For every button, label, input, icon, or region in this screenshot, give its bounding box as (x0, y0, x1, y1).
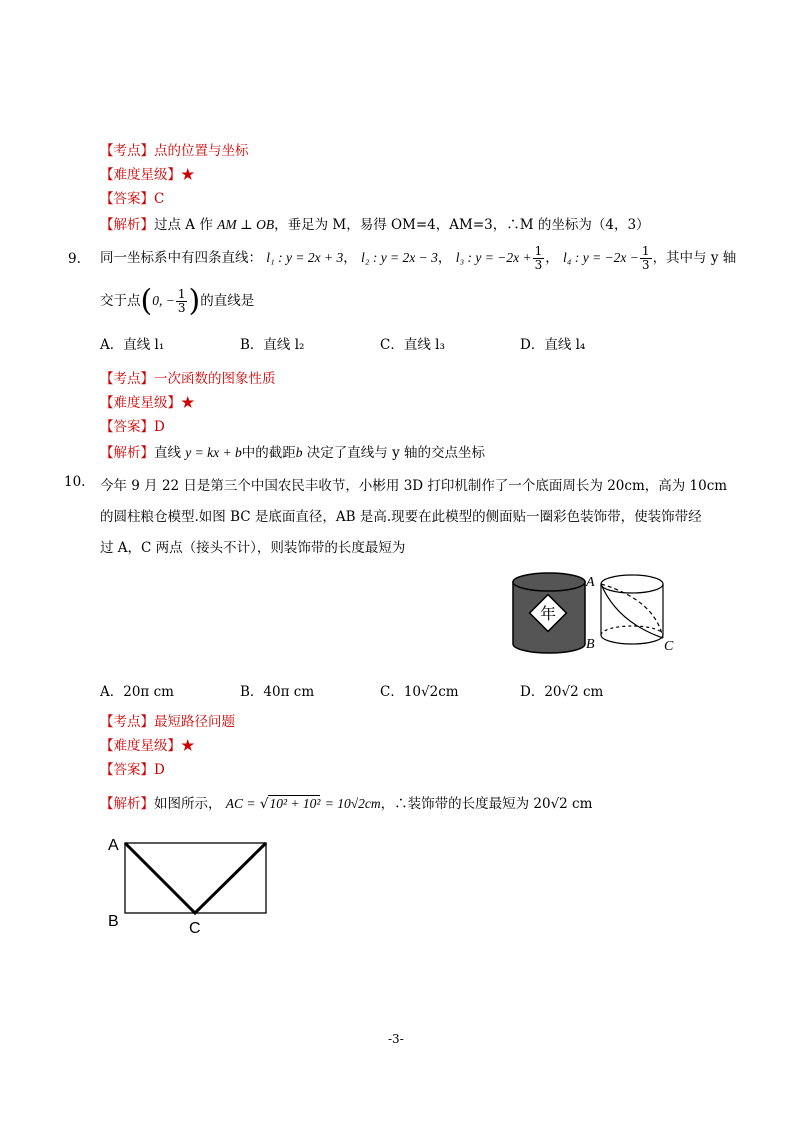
q10-difficulty-row (100, 734, 195, 754)
star-icon: ★ (181, 167, 195, 183)
fig-label-c: C (664, 639, 674, 654)
q9-answer-row (100, 415, 165, 435)
q10-jiexi-1: 如图所示， (154, 796, 222, 812)
fig-label-b: B (586, 637, 595, 652)
label-daan: 【答案】 (100, 419, 154, 435)
q9-option-a: A．直线 l₁ (100, 337, 165, 353)
label-nandu: 【难度星级】 (100, 395, 181, 411)
q9-number: 9. (68, 251, 81, 267)
q10-option-a: A．20π cm (100, 684, 174, 700)
q9-intro: 同一坐标系中有四条直线： (100, 250, 262, 266)
q10-line1: 今年 9 月 22 日是第三个中国农民丰收节，小彬用 3D 打印机制作了一个底面周长为 20cm，高为 10cm (100, 478, 728, 494)
q9-jiexi-1: 直线 (154, 445, 181, 461)
q9-l2: l₂ : y = 2x − 3 (361, 250, 438, 265)
q9-l4: l₄ : y = −2x − (563, 250, 639, 265)
rect-label-b: B (108, 913, 119, 930)
q10-jiexi-2: ，∴装饰带的长度最短为 20√2 cm (380, 796, 593, 812)
q9-difficulty-row (100, 391, 195, 411)
q9-option-c: C．直线 l₃ (380, 337, 445, 353)
q10-jiexi-math-post: = 10√2cm (324, 796, 381, 811)
granary-character: 年 (539, 604, 557, 623)
q9-kaodian-text: 一次函数的图象性质 (154, 371, 276, 387)
q9-option-d: D．直线 l₄ (520, 337, 586, 353)
q9-point-frac: $\frac{1}{3}$ (177, 287, 186, 315)
granary-cylinder (513, 573, 585, 653)
label-nandu: 【难度星级】 (100, 167, 181, 183)
label-nandu: 【难度星级】 (100, 738, 181, 754)
q10-option-c: C．10√2cm (380, 684, 459, 700)
q8-answer-row (100, 187, 164, 207)
q9-kaodian-row (100, 367, 276, 387)
label-kaodian: 【考点】 (100, 371, 154, 387)
q10-option-d: D．20√2 cm (520, 684, 604, 700)
q10-number: 10. (64, 474, 86, 490)
q10-jiexi-row: 【解析】如图所示， AC = √10² + 10² = 10√2cm，∴装饰带的长度最短为 20√2 cm (100, 796, 593, 812)
q10-line2: 的圆柱粮仓模型.如图 BC 是底面直径，AB 是高.现要在此模型的侧面贴一圈彩色装饰带，使装饰带经 (100, 509, 702, 525)
q9-l3: l₃ : y = −2x + (455, 250, 532, 265)
q8-kaodian-row (100, 139, 249, 159)
q10-unrolled-figure (100, 830, 280, 940)
q10-answer-row (100, 758, 165, 778)
q9-answer: D (154, 419, 165, 435)
label-kaodian: 【考点】 (100, 714, 154, 730)
q9-jiexi-2: 中的截距 (241, 445, 296, 461)
label-daan: 【答案】 (100, 762, 154, 778)
q8-jiexi-1: 过点 A 作 (154, 217, 213, 233)
q9-option-b: B．直线 l₂ (240, 337, 305, 353)
shortest-path-line (125, 843, 266, 913)
unrolled-rectangle (125, 843, 266, 913)
fig-label-a: A (586, 575, 595, 590)
q10-cylinder-figure (505, 570, 690, 660)
star-icon: ★ (181, 738, 195, 754)
q9-stem-line1: 同一坐标系中有四条直线： l₁ : y = 2x + 3， l₂ : y = 2x − 3， l₃ : y = −2x + $\frac{1}{3}$ ， l₄ : y = −2x − $\frac{1}{3}$ ，其中与 y 轴 (100, 244, 737, 272)
label-jiexi: 【解析】 (100, 796, 154, 812)
q9-l1: l₁ : y = 2x + 3 (266, 250, 344, 265)
wireframe-cylinder (601, 575, 663, 644)
q10-answer: D (154, 762, 165, 778)
q9-tail: ，其中与 y 轴 (652, 250, 737, 266)
page-number: -3- (388, 1032, 404, 1046)
label-daan: 【答案】 (100, 191, 154, 207)
q8-jiexi-math: AM ⊥ OB (217, 217, 275, 232)
q8-jiexi-row (100, 213, 650, 233)
q9-stem-line2: 交于点(0, − $\frac{1}{3}$ )的直线是 (100, 283, 255, 319)
q10-option-b: B．40π cm (240, 684, 315, 700)
star-icon: ★ (181, 395, 195, 411)
rect-label-c: C (189, 920, 201, 937)
q9-line2-pre: 交于点 (100, 293, 141, 309)
q9-l4-frac: $\frac{1}{3}$ (641, 244, 650, 272)
q10-line3: 过 A，C 两点（接头不计），则装饰带的长度最短为 (100, 540, 406, 556)
q9-jiexi-b: b (295, 445, 303, 460)
q10-kaodian-row (100, 710, 235, 730)
q9-jiexi-3: 决定了直线与 y 轴的交点坐标 (306, 445, 486, 461)
q10-jiexi-sqrt: 10² + 10² (269, 796, 321, 811)
q10-kaodian-text: 最短路径问题 (154, 714, 235, 730)
q9-line2-post: 的直线是 (200, 293, 255, 309)
q8-answer: C (154, 191, 165, 207)
q10-jiexi-math-pre: AC = (225, 796, 256, 811)
q8-kaodian-text: 点的位置与坐标 (154, 143, 249, 159)
q9-point: 0, − (152, 293, 175, 308)
rect-label-a: A (108, 837, 119, 854)
q9-l3-frac: $\frac{1}{3}$ (534, 244, 543, 272)
q9-jiexi-math: y = kx + b (185, 445, 242, 460)
label-jiexi: 【解析】 (100, 445, 154, 461)
q9-jiexi-row (100, 441, 485, 461)
label-kaodian: 【考点】 (100, 143, 154, 159)
label-jiexi: 【解析】 (100, 217, 154, 233)
q8-difficulty-row (100, 163, 195, 183)
q8-jiexi-2: ，垂足为 M，易得 OM=4，AM=3，∴M 的坐标为（4，3） (274, 217, 650, 233)
